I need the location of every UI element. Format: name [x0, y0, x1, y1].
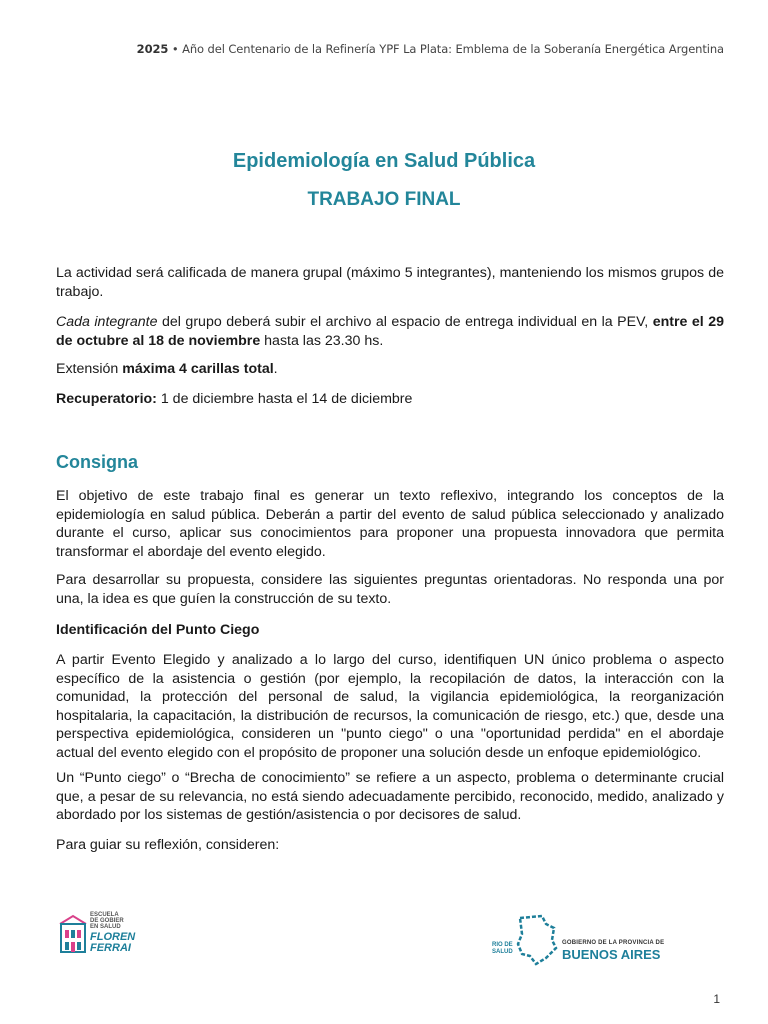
intro-p4-text: 1 de diciembre hasta el 14 de diciembre — [156, 391, 413, 407]
province-map-icon — [512, 914, 558, 966]
escuela-gobierno-logo — [58, 912, 154, 962]
header-year-note — [137, 42, 724, 56]
intro-p3-end: . — [273, 361, 278, 377]
intro-p3-text: Extensión — [56, 361, 123, 377]
gobierno-buenos-aires-logo — [492, 914, 668, 966]
logo-text-gobierno: DE GOBIER — [90, 918, 124, 924]
intro-p2-dates: entre el 29 de octubre al 18 de noviembre — [56, 314, 724, 349]
document-title: Epidemiología en Salud Pública — [232, 150, 536, 172]
consigna-paragraph-1: El objetivo de este trabajo final es generar un texto reflexivo, integrando los conceptos de la epidemiología en salud pública. Deberán a partir del evento de salud pública seleccionado y analizado durante el curso, aplicar sus conocimientos para proponer una propuesta innovadora que permita transformar el abordaje del evento elegido. — [56, 488, 724, 560]
intro-p3-bold: máxima 4 carillas total — [122, 361, 274, 377]
header-note-text: Año del Centenario de la Refinería YPF La Plata: Emblema de la Soberanía Energética Argentina — [182, 42, 724, 56]
intro-paragraph-2 — [56, 313, 724, 350]
logo-gobierno-text: GOBIERNO DE LA PROVINCIA DE — [562, 940, 665, 946]
intro-paragraph-1: La actividad será calificada de manera grupal (máximo 5 integrantes), manteniendo los mismos grupos de trabajo. — [56, 265, 724, 300]
consigna-paragraph-3: A partir Evento Elegido y analizado a lo largo del curso, identifiquen UN único problema o aspecto específico de la asistencia o gestión (por ejemplo, la recopilación de datos, la interacción con la comunidad, la protección del personal de salud, la vigilancia epidemiológica, la reorganización hospitalaria, la capacitación, la distribución de recursos, la comunicación de riesgo, etc.) que, desde una perspectiva epidemiológica, consideren un "punto ciego" o una "oportunidad perdida" en el abordaje actual del evento elegido con el propósito de proponer una solución desde un enfoque epidemiológico. — [56, 652, 724, 761]
intro-p2-end: hasta las 23.30 hs. — [260, 332, 384, 349]
intro-p2-text: del grupo deberá subir el archivo al espacio de entrega individual en la PEV, — [157, 314, 653, 330]
intro-p2-italic: Cada integrante — [56, 314, 158, 330]
punto-ciego-heading: Identificación del Punto Ciego — [56, 622, 260, 638]
logo-text-escuela: ESCUELA — [90, 912, 119, 918]
logo-text-ferrai: FERRAI — [90, 942, 131, 954]
logo-text-floren: FLOREN — [90, 931, 136, 943]
page-number: 1 — [713, 992, 720, 1006]
intro-p4-bold: Recuperatorio: — [56, 391, 157, 407]
consigna-paragraph-5: Para guiar su reflexión, consideren: — [56, 837, 280, 853]
consigna-heading: Consigna — [56, 452, 139, 472]
intro-paragraph-4 — [56, 390, 724, 409]
logo-fragment-text: RIO DE SALUD — [492, 942, 513, 955]
building-icon — [58, 914, 88, 954]
logo-buenos-aires-text: BUENOS AIRES — [562, 947, 661, 962]
document-subtitle: TRABAJO FINAL — [307, 189, 461, 210]
header-year: 2025 — [136, 42, 169, 56]
header-bullet: • — [168, 42, 183, 56]
consigna-paragraph-2: Para desarrollar su propuesta, considere las siguientes preguntas orientadoras. No responda una por una, la idea es que guíen la construcción de su texto. — [56, 572, 724, 607]
intro-paragraph-3 — [56, 360, 724, 379]
consigna-paragraph-4: Un “Punto ciego” o “Brecha de conocimiento” se refiere a un aspecto, problema o determinante crucial que, a pesar de su relevancia, no está siendo adecuadamente percibido, reconocido, medido, analizado y abordado por los sistemas de gestión/asistencia o por decisores de salud. — [56, 770, 724, 823]
logo-text-salud: EN SALUD — [90, 924, 121, 930]
